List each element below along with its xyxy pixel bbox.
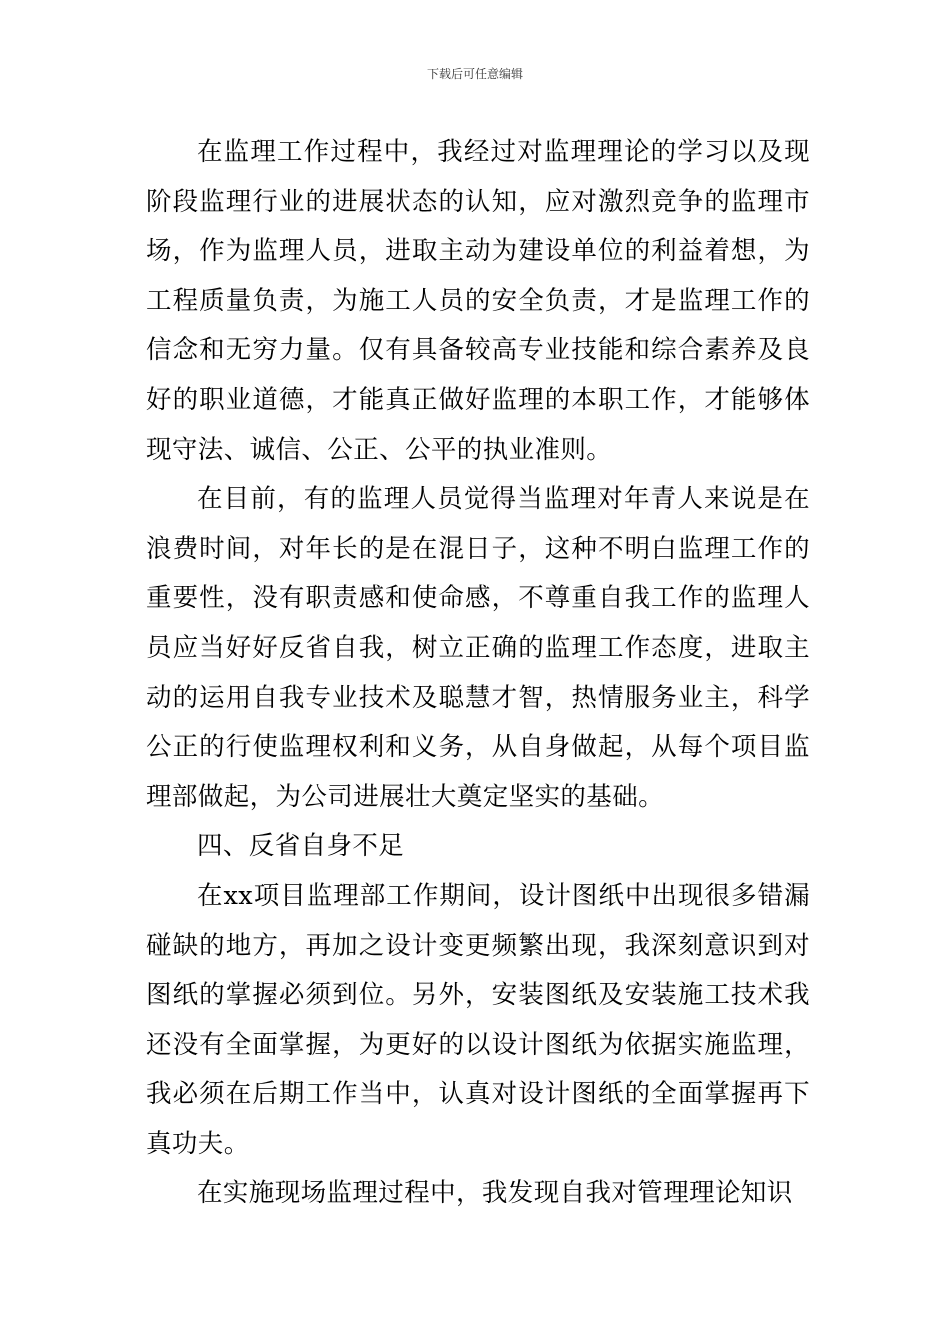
paragraph: 在监理工作过程中，我经过对监理理论的学习以及现阶段监理行业的进展状态的认知，应对激烈竞争的监理市场，作为监理人员，进取主动为建设单位的利益着想，为工程质量负责，为施工人员的安全负责，才是监理工作的信念和无穷力量。仅有具备较高专业技能和综合素养及良好的职业道德，才能真正做好监理的本职工作，才能够体现守法、诚信、公正、公平的执业准则。: [146, 137, 810, 465]
section-heading: 四、反省自身不足: [197, 831, 405, 862]
paragraph: 在xx项目监理部工作期间，设计图纸中出现很多错漏碰缺的地方，再加之设计变更频繁出现，我深刻意识到对图纸的掌握必须到位。另外，安装图纸及安装施工技术我还没有全面掌握，为更好的以设计图纸为依据实施监理，我必须在后期工作当中，认真对设计图纸的全面掌握再下真功夫。: [146, 880, 810, 1159]
page-header-note: 下载后可任意编辑: [426, 67, 523, 81]
document-body: [146, 128, 810, 1219]
paragraph: 在目前，有的监理人员觉得当监理对年青人来说是在浪费时间，对年长的是在混日子，这种不明白监理工作的重要性，没有职责感和使命感，不尊重自我工作的监理人员应当好好反省自我，树立正确的监理工作态度，进取主动的运用自我专业技术及聪慧才智，热情服务业主，科学公正的行使监理权利和义务，从自身做起，从每个项目监理部做起，为公司进展壮大奠定坚实的基础。: [146, 484, 810, 812]
paragraph: 在实施现场监理过程中，我发现自我对管理理论知识: [197, 1178, 793, 1209]
